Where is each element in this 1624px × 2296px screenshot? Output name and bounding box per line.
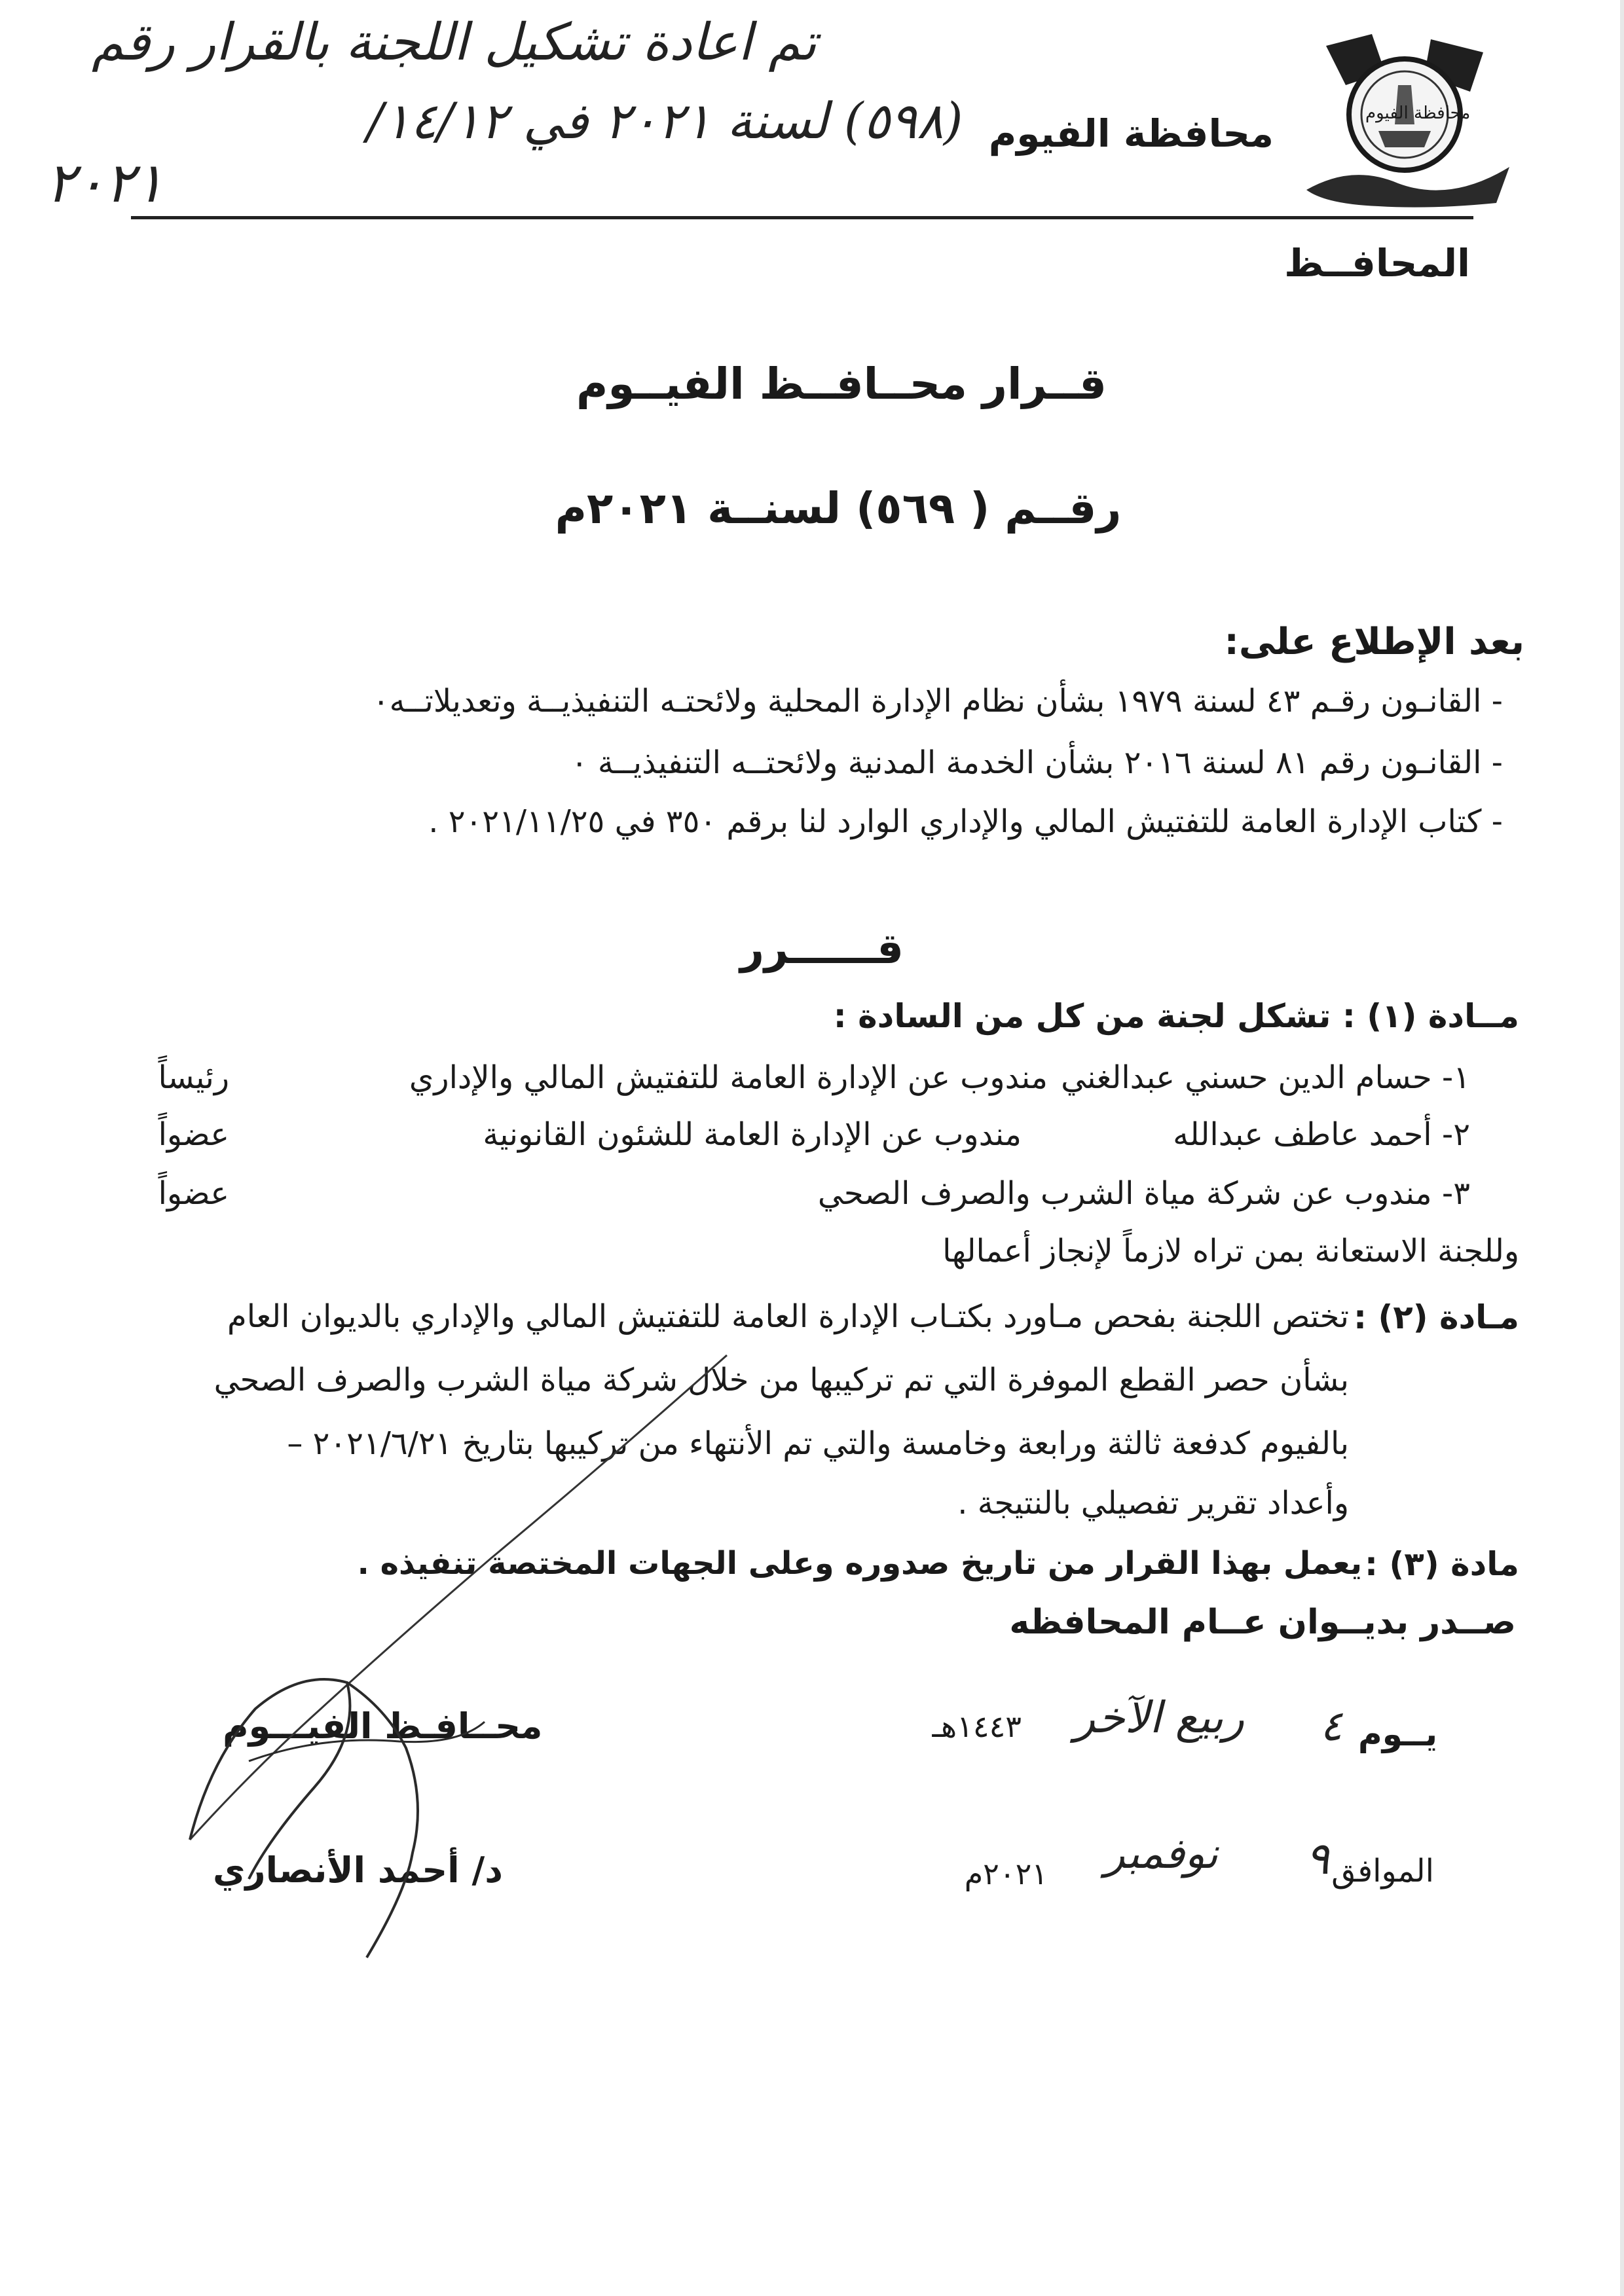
hijri-label: يــوم	[1358, 1715, 1437, 1753]
preamble-item-2: - القانـون رقم ٨١ لسنة ٢٠١٦ بشأن الخدمة المدنية ولائحتــه التنفيذيــة ٠	[570, 744, 1503, 781]
member-name: ١- حسام الدين حسني عبدالغني	[1061, 1059, 1470, 1096]
office-title: المحافــظ	[1284, 241, 1470, 285]
signatory-title: محــافـظ الفيـــوم	[223, 1705, 543, 1747]
seal-text: محافظة الفيوم	[1365, 103, 1471, 123]
issued-line: صــدر بديــوان عــام المحافظه	[1009, 1603, 1516, 1642]
signature-scribble	[151, 1342, 740, 1964]
hijri-day: ٤	[1320, 1702, 1342, 1751]
article-2-label: مـادة (٢) :	[1353, 1298, 1519, 1336]
member-position: عضواً	[158, 1116, 229, 1153]
preamble-item-3: - كتاب الإدارة العامة للتفتيش المالي والإداري الوارد لنا برقم ٣٥٠ في ٢٠٢١/١١/٢٥ .	[428, 803, 1503, 840]
gregorian-month: نوفمبر	[1104, 1830, 1218, 1878]
article-2-line-2: بشأن حصر القطع الموفرة التي تم تركيبها من خلال شركة مياة الشرب والصرف الصحي	[213, 1362, 1349, 1398]
member-name: ٣- مندوب عن شركة مياة الشرب والصرف الصحي	[817, 1175, 1470, 1212]
article-2-line-4: وأعداد تقرير تفصيلي بالنتيجة .	[957, 1485, 1349, 1522]
handwritten-note-line1: تم اعادة تشكيل اللجنة بالقرار رقم	[92, 13, 817, 72]
member-position: عضواً	[158, 1175, 229, 1212]
governorate-seal	[1300, 26, 1516, 210]
member-role: مندوب عن الإدارة العامة للشئون القانونية	[483, 1116, 1022, 1153]
handwritten-note-line3: ٢٠٢١	[46, 151, 164, 215]
article-1-note: وللجنة الاستعانة بمن تراه لازماً لإنجاز أعمالها	[942, 1233, 1519, 1269]
gregorian-label: الموافق	[1331, 1853, 1434, 1889]
article-2-line-1: تختص اللجنة بفحص مـاورد بكتـاب الإدارة العامة للتفتيش المالي والإداري بالديوان العام	[227, 1298, 1349, 1335]
decision-number: رقــم ( ٥٦٩) لسنــة ٢٠٢١م	[555, 483, 1122, 534]
hijri-year: ١٤٤٣هـ	[932, 1709, 1022, 1744]
article-3-label: مادة (٣) :	[1365, 1545, 1519, 1583]
article-2-line-3: بالفيوم كدفعة ثالثة ورابعة وخامسة والتي تم الأنتهاء من تركيبها بتاريخ ٢٠٢١/٦/٢١ –	[287, 1425, 1349, 1462]
handwritten-note-line2: (٥٩٨) لسنة ٢٠٢١ في ١٤/١٢/	[367, 92, 963, 150]
article-1-label: مــادة (١) : تشكل لجنة من كل من السادة :	[833, 997, 1519, 1035]
signatory-name: د/ أحمد الأنصاري	[213, 1850, 503, 1891]
member-position: رئيساً	[158, 1059, 229, 1096]
member-role: مندوب عن الإدارة العامة للتفتيش المالي والإداري	[409, 1059, 1048, 1096]
scan-edge	[1620, 0, 1624, 2296]
member-name: ٢- أحمد عاطف عبدالله	[1173, 1116, 1470, 1153]
hijri-month: ربيع الآخر	[1074, 1692, 1244, 1743]
preamble-heading: بعد الإطلاع على:	[1224, 621, 1524, 663]
preamble-item-1: - القانـون رقـم ٤٣ لسنة ١٩٧٩ بشأن نظام الإدارة المحلية ولائحتـه التنفيذيــة وتعديلاتــه٠	[372, 683, 1503, 720]
gregorian-day: ٩	[1305, 1833, 1329, 1885]
gregorian-year: ٢٠٢١م	[964, 1856, 1048, 1891]
article-3-text: يعمل بهذا القرار من تاريخ صدوره وعلى الجهات المختصة تنفيذه .	[357, 1545, 1362, 1582]
decision-title: قــرار محــافــظ الفيــوم	[576, 359, 1107, 409]
decided-heading: قــــــرر	[740, 925, 904, 974]
governorate-name: محافظة الفيوم	[988, 111, 1274, 156]
header-divider	[131, 216, 1473, 219]
